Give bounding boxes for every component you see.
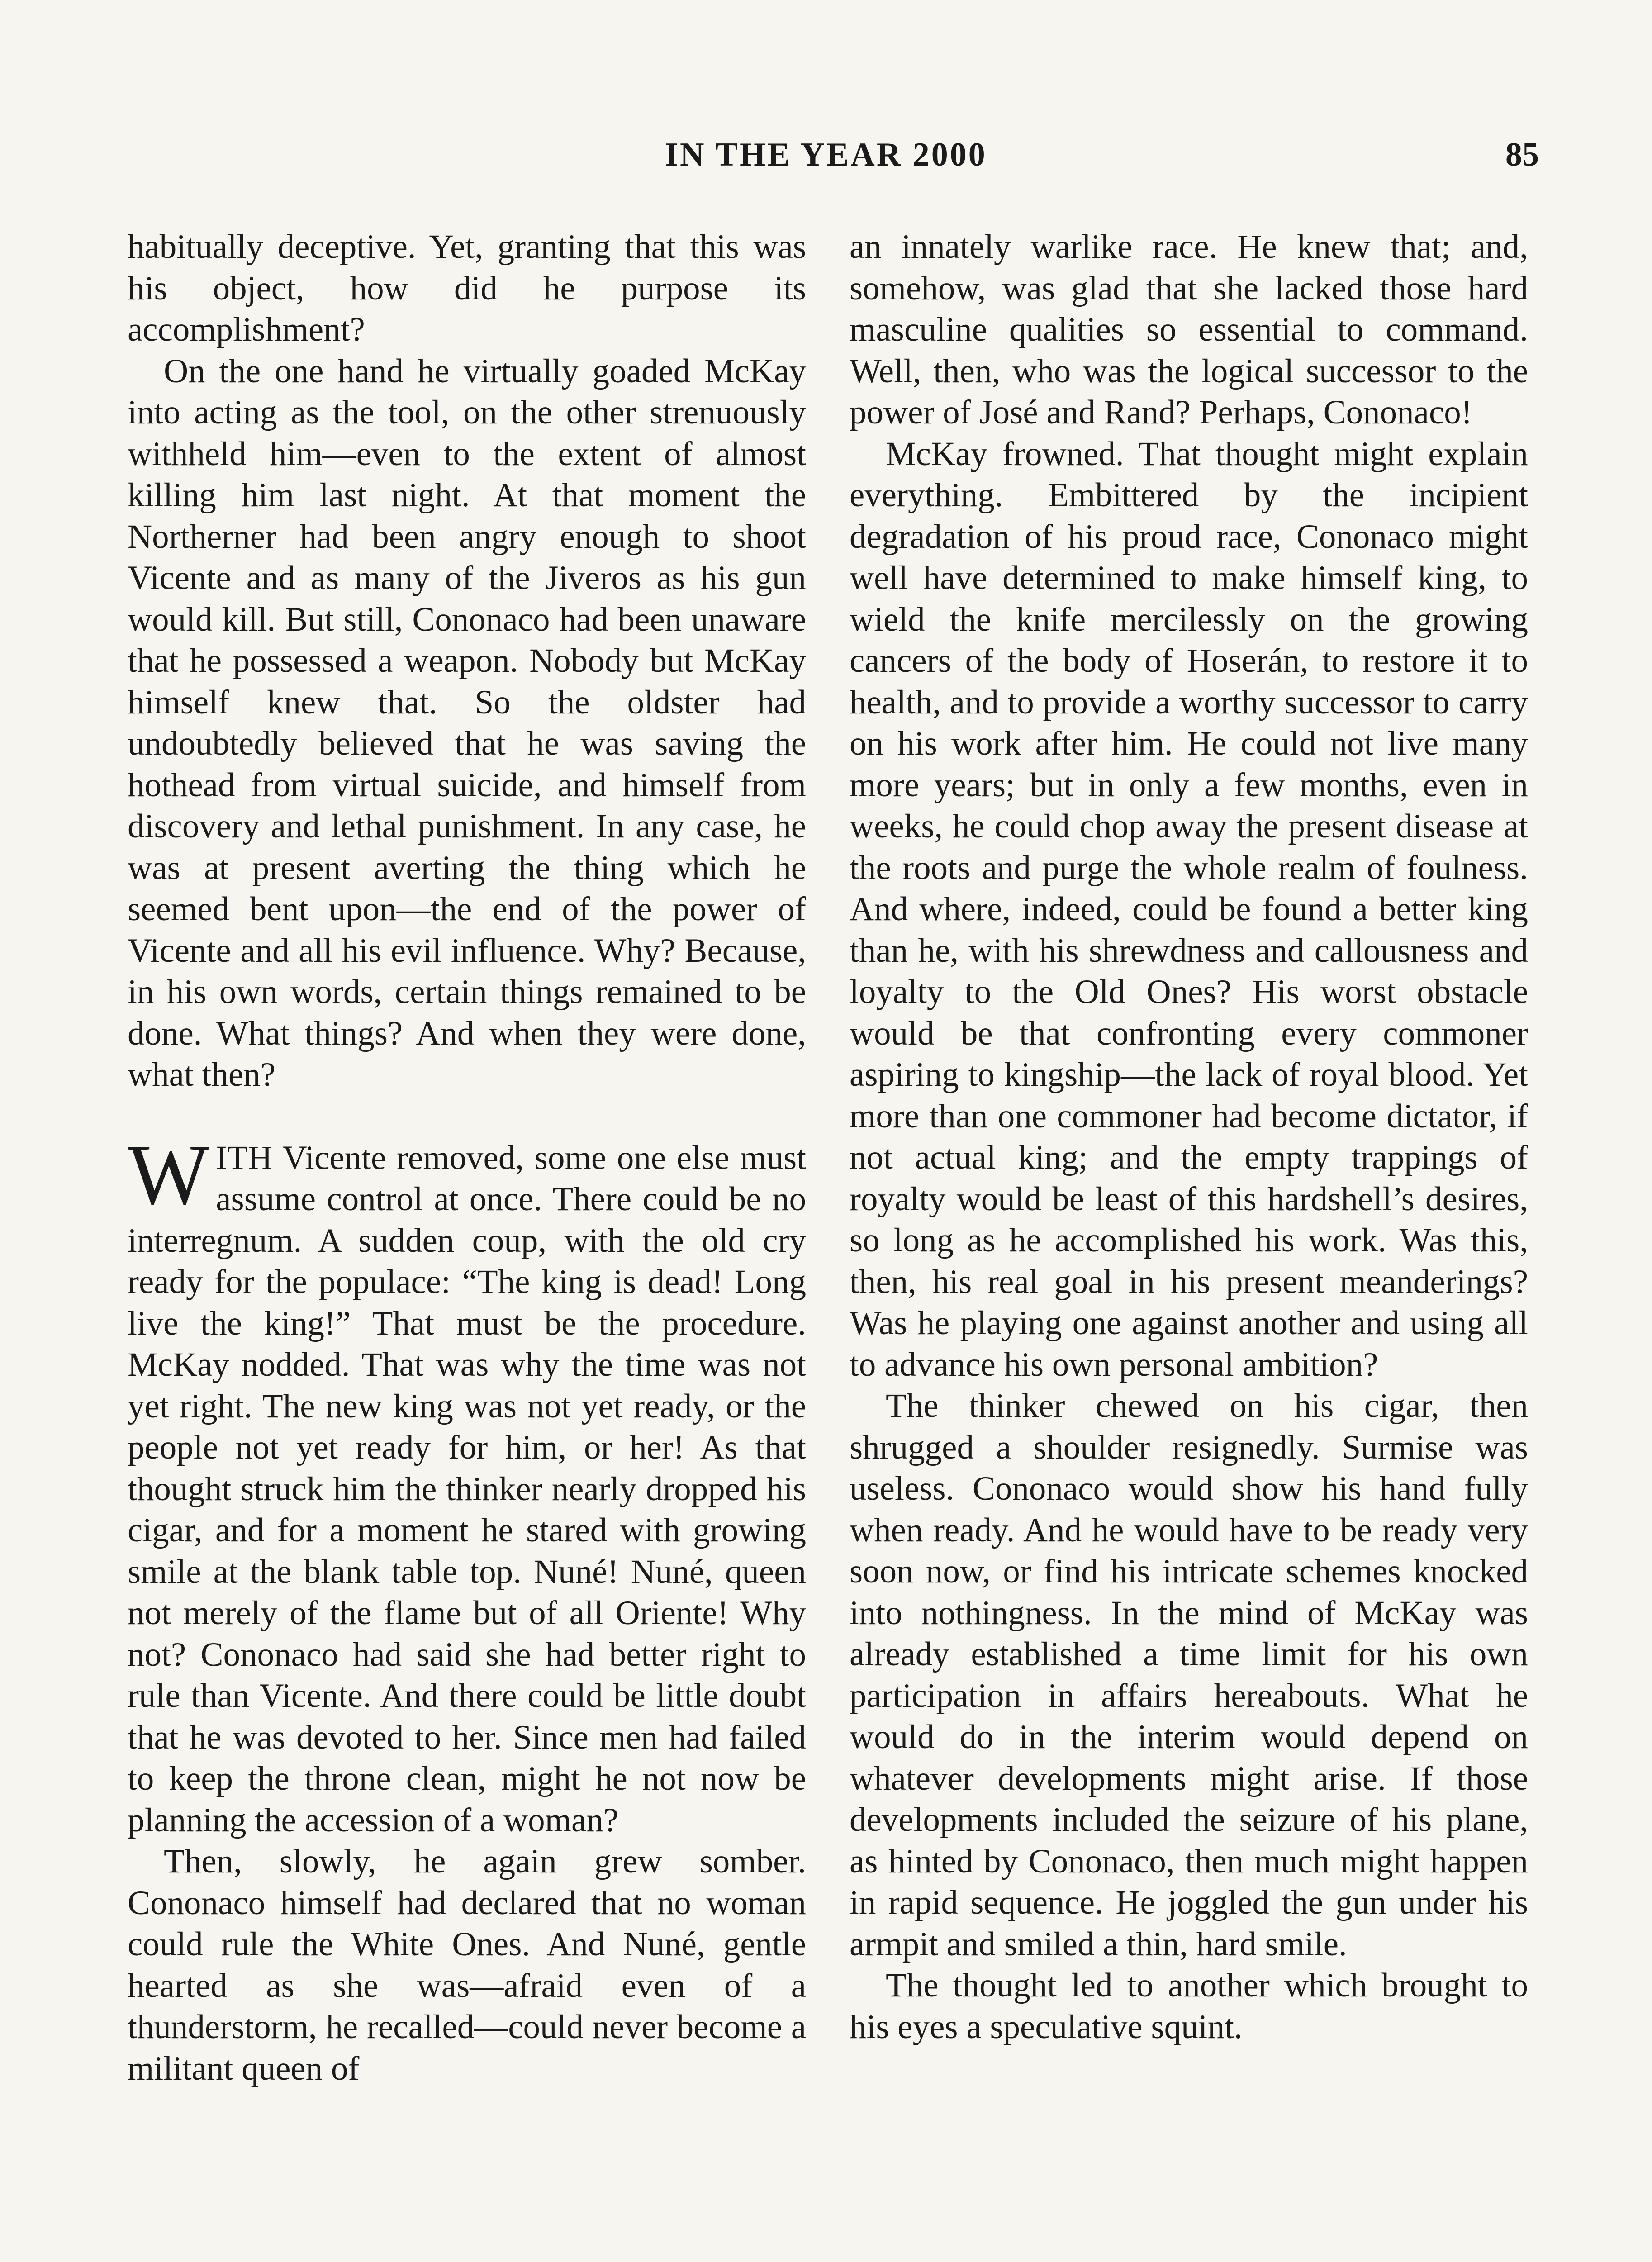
paragraph: Then, slowly, he again grew somber. Cononaco himself had declared that no woman could rule the White Ones. And Nuné, gentle hearted as she was—afraid even of a thunderstorm, he recalled—could never become a militant queen of xyxy=(128,1843,806,2087)
paragraph: habitually deceptive. Yet, granting that this was his object, how did he purpose its accomplishment? xyxy=(128,228,806,348)
paragraph: The thinker chewed on his cigar, then shrugged a shoulder resignedly. Surmise was useless. Cononaco would show his hand fully when ready. And he would have to be ready very soon now, or find his intricate schemes knocked into nothingness. In the mind of McKay was already established a time limit for his own participation in affairs hereabouts. What he would do in the interim would depend on whatever developments might arise. If those developments included the seizure of his plane, as hinted by Cononaco, then much might happen in rapid sequence. He joggled the gun under his armpit and smiled a thin, hard smile. xyxy=(850,1387,1528,1963)
left-column xyxy=(128,226,806,2089)
drop-cap: W xyxy=(128,1126,210,1223)
paragraph: The thought led to another which brought to his eyes a speculative squint. xyxy=(850,1967,1528,2046)
paragraph-text: Vicente removed, some one else must assume control at once. There could be no interregnum. A sudden coup, with the old cry ready for the populace: “The king is dead! Long live the king!” That must be the procedure. McKay nodded. That was why the time was not yet right. The new king was not yet ready, or the people not yet ready for him, or her! As that thought struck him the thinker nearly dropped his cigar, and for a moment he stared with growing smile at the blank table top. Nuné! Nuné, queen not merely of the flame but of all Oriente! Why not? Cononaco had said she had better right to rule than Vicente. And there could be little doubt that he was devoted to her. Since men had failed to keep the throne clean, might he not now be planning the accession of a woman? xyxy=(128,1139,806,1839)
drop-cap-lead: ITH xyxy=(216,1139,273,1177)
paragraph: an innately warlike race. He knew that; and, somehow, was glad that she lacked those hard masculine qualities so essential to command. Well, then, who was the logical successor to the power of José and Rand? Perhaps, Cononaco! xyxy=(850,228,1528,431)
paragraph: On the one hand he virtually goaded McKay into acting as the tool, on the other strenuously withheld him—even to the extent of almost killing him last night. At that moment the Northerner had been angry enough to shoot Vicente and as many of the Jiveros as his gun would kill. But still, Cononaco had been unaware that he possessed a weapon. Nobody but McKay himself knew that. So the oldster had undoubtedly believed that he was saving the hothead from virtual suicide, and himself from discovery and lethal punishment. In any case, he was at present averting the thing which he seemed bent upon—the end of the power of Vicente and all his evil influence. Why? Because, in his own words, certain things remained to be done. What things? And when they were done, what then? xyxy=(128,352,806,1093)
right-column xyxy=(850,226,1528,2048)
running-head xyxy=(0,136,1652,185)
section-opening-paragraph xyxy=(128,1126,806,1841)
page-number: 85 xyxy=(1505,136,1539,173)
paragraph: McKay frowned. That thought might explain everything. Embittered by the incipient degradation of his proud race, Cononaco might well have determined to make himself king, to wield the knife mercilessly on the growing cancers of the body of Hoserán, to restore it to health, and to provide a worthy successor to carry on his work after him. He could not live many more years; but in only a few months, even in weeks, he could chop away the present disease at the roots and purge the whole realm of foulness. And where, indeed, could be found a better king than he, with his shrewdness and callousness and loyalty to the Old Ones? His worst obstacle would be that confronting every commoner aspiring to kingship—the lack of royal blood. Yet more than one commoner had become dictator, if not actual king; and the empty trappings of royalty would be least of this hardshell’s desires, so long as he accomplished his work. Was this, then, his real goal in his present meanderings? Was he playing one against another and using all to advance his own personal ambition? xyxy=(850,435,1528,1383)
running-title: IN THE YEAR 2000 xyxy=(665,136,987,173)
